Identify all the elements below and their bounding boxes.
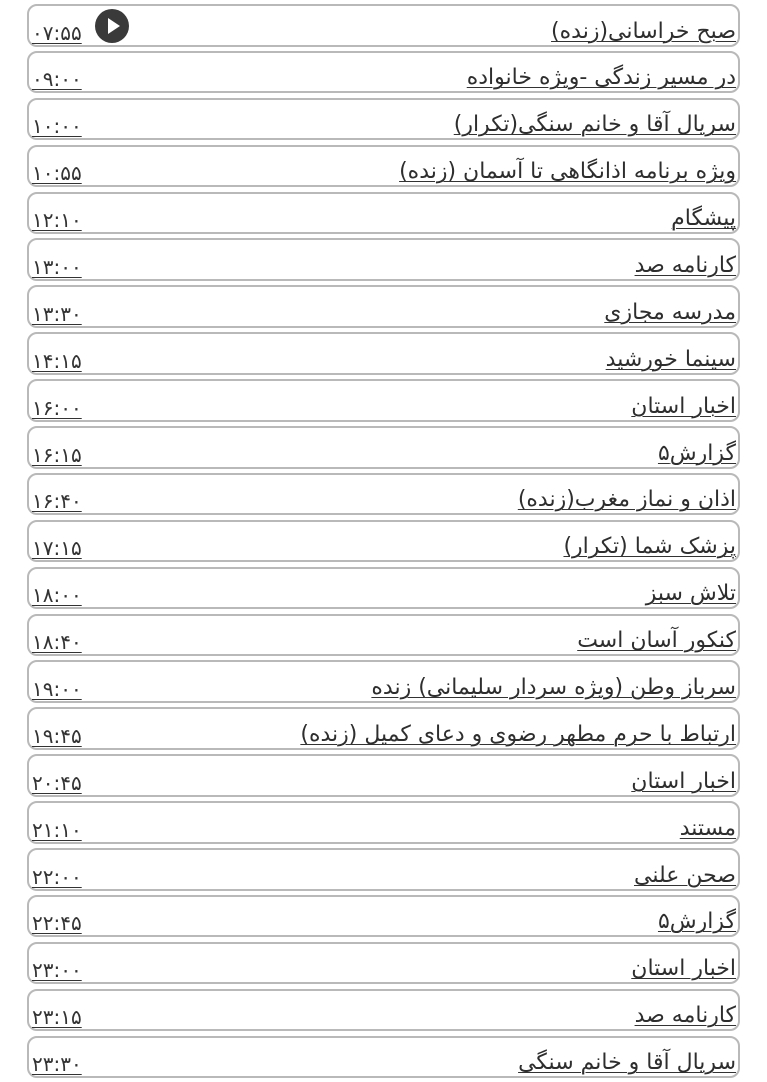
play-icon[interactable]	[95, 9, 129, 43]
schedule-row[interactable]	[27, 567, 740, 610]
schedule-row[interactable]	[27, 51, 740, 94]
schedule-row[interactable]	[27, 942, 740, 985]
program-title: پیشگام	[671, 206, 736, 232]
schedule-row[interactable]	[27, 4, 740, 47]
program-time: ۱۳:۰۰	[32, 254, 82, 279]
program-time: ۱۷:۱۵	[32, 536, 82, 561]
program-time: ۲۳:۰۰	[32, 958, 82, 983]
program-time: ۱۹:۴۵	[32, 723, 82, 748]
program-title: صحن علنی	[633, 862, 736, 888]
program-title: در مسیر زندگی -ویژه خانواده	[466, 65, 736, 91]
program-title: ارتباط با حرم مطهر رضوی و دعای کمیل (زنده)	[300, 721, 736, 747]
schedule-row[interactable]	[27, 192, 740, 235]
program-title: ویژه برنامه اذانگاهی تا آسمان (زنده)	[399, 159, 736, 185]
program-title: سینما خورشید	[605, 346, 736, 372]
program-title: گزارش۵	[657, 440, 736, 466]
schedule-row[interactable]	[27, 614, 740, 657]
schedule-row[interactable]	[27, 473, 740, 516]
program-title: اخبار استان	[631, 768, 736, 794]
program-title: صبح خراسانی(زنده)	[551, 18, 736, 44]
schedule-row[interactable]	[27, 332, 740, 375]
schedule-row[interactable]	[27, 660, 740, 703]
program-time: ۱۶:۱۵	[32, 442, 82, 467]
schedule-row[interactable]	[27, 1036, 740, 1079]
program-time: ۰۹:۰۰	[32, 67, 82, 92]
program-title: اذان و نماز مغرب(زنده)	[517, 487, 736, 513]
program-time: ۲۲:۰۰	[32, 864, 82, 889]
program-title: کارنامه صد	[634, 252, 736, 278]
program-title: اخبار استان	[631, 393, 736, 419]
program-time: ۱۰:۰۰	[32, 114, 82, 139]
program-title: گزارش۵	[657, 909, 736, 935]
schedule-row[interactable]	[27, 707, 740, 750]
program-title: سریال آقا و خانم سنگی(تکرار)	[453, 112, 736, 138]
program-time: ۱۳:۳۰	[32, 301, 82, 326]
program-title: سریال آقا و خانم سنگی	[518, 1050, 736, 1076]
program-title: تلاش سبز	[645, 581, 736, 607]
schedule-row[interactable]	[27, 145, 740, 188]
schedule-row[interactable]	[27, 895, 740, 938]
program-time: ۲۱:۱۰	[32, 817, 82, 842]
program-time: ۱۸:۴۰	[32, 630, 82, 655]
program-time: ۱۲:۱۰	[32, 208, 82, 233]
program-title: سرباز وطن (ویژه سردار سلیمانی) زنده	[371, 674, 736, 700]
program-time: ۲۲:۴۵	[32, 911, 82, 936]
schedule-row[interactable]	[27, 989, 740, 1032]
program-title: کارنامه صد	[634, 1003, 736, 1029]
program-time: ۱۶:۴۰	[32, 489, 82, 514]
program-time: ۱۹:۰۰	[32, 676, 82, 701]
program-time: ۰۷:۵۵	[32, 20, 82, 45]
program-time: ۱۴:۱۵	[32, 348, 82, 373]
schedule-row[interactable]	[27, 98, 740, 141]
schedule-row[interactable]	[27, 848, 740, 891]
program-title: پزشک شما (تکرار)	[563, 534, 736, 560]
program-time: ۲۳:۱۵	[32, 1005, 82, 1030]
schedule-row[interactable]	[27, 801, 740, 844]
program-time: ۲۳:۳۰	[32, 1052, 82, 1077]
program-title: کنکور آسان است	[577, 628, 736, 654]
program-title: مدرسه مجازی	[604, 299, 736, 325]
program-time: ۱۶:۰۰	[32, 395, 82, 420]
schedule-row[interactable]	[27, 754, 740, 797]
schedule-list	[27, 4, 740, 1082]
program-time: ۱۸:۰۰	[32, 583, 82, 608]
program-title: اخبار استان	[631, 956, 736, 982]
schedule-row[interactable]	[27, 379, 740, 422]
program-title: مستند	[679, 815, 736, 841]
schedule-row[interactable]	[27, 285, 740, 328]
schedule-row[interactable]	[27, 426, 740, 469]
program-time: ۲۰:۴۵	[32, 770, 82, 795]
schedule-row[interactable]	[27, 520, 740, 563]
schedule-row[interactable]	[27, 238, 740, 281]
program-time: ۱۰:۵۵	[32, 161, 82, 186]
